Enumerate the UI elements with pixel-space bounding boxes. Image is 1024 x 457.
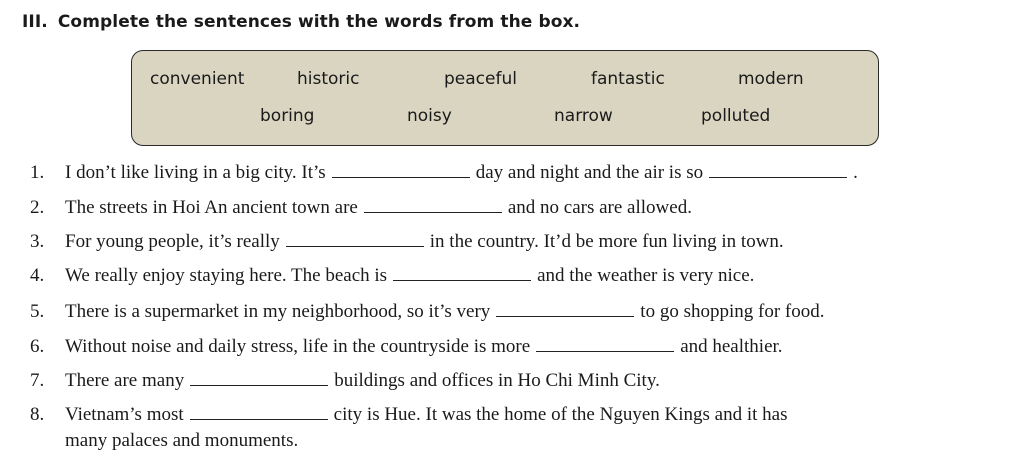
answer-blank[interactable] bbox=[286, 245, 424, 247]
sentence-3 bbox=[30, 231, 784, 253]
sentence-text-a: For young people, it’s really bbox=[65, 231, 280, 252]
word-polluted: polluted bbox=[701, 106, 771, 126]
answer-blank[interactable] bbox=[536, 350, 674, 352]
sentence-text-b: to go shopping for food. bbox=[640, 301, 825, 322]
exercise-instruction: Complete the sentences with the words from the box. bbox=[57, 12, 581, 32]
sentence-text-b: buildings and offices in Ho Chi Minh City. bbox=[334, 370, 660, 391]
word-fantastic: fantastic bbox=[591, 69, 665, 89]
sentence-text-a: Without noise and daily stress, life in the countryside is more bbox=[65, 336, 531, 357]
sentence-text-a: There are many bbox=[65, 370, 185, 391]
sentence-text-b: day and night and the air is so bbox=[475, 162, 704, 183]
answer-blank[interactable] bbox=[496, 315, 634, 317]
answer-blank[interactable] bbox=[190, 418, 328, 420]
word-narrow: narrow bbox=[554, 106, 613, 126]
sentence-8 bbox=[30, 404, 788, 451]
word-convenient: convenient bbox=[150, 69, 245, 89]
sentence-text-b: and the weather is very nice. bbox=[537, 265, 755, 286]
sentence-text-a: Vietnam’s most bbox=[65, 404, 184, 425]
sentence-number: 2. bbox=[30, 197, 45, 218]
sentence-text-continued: many palaces and monuments. bbox=[65, 430, 299, 451]
sentence-text-b: in the country. It’d be more fun living in town. bbox=[429, 231, 784, 252]
sentence-text-a: There is a supermarket in my neighborhood, so it’s very bbox=[65, 301, 491, 322]
exercise-number: III. bbox=[22, 12, 48, 32]
answer-blank[interactable] bbox=[364, 211, 502, 213]
sentence-text-a: I don’t like living in a big city. It’s bbox=[65, 162, 326, 183]
word-peaceful: peaceful bbox=[444, 69, 517, 89]
word-boring: boring bbox=[260, 106, 315, 126]
sentence-number: 1. bbox=[30, 162, 45, 183]
sentence-6 bbox=[30, 336, 783, 358]
word-modern: modern bbox=[738, 69, 804, 89]
sentence-4 bbox=[30, 265, 754, 287]
sentence-1 bbox=[30, 162, 858, 184]
sentence-text-b: city is Hue. It was the home of the Nguyen Kings and it has bbox=[333, 404, 788, 425]
sentence-2 bbox=[30, 197, 692, 219]
sentence-text-c: . bbox=[853, 162, 858, 183]
sentence-7 bbox=[30, 370, 660, 392]
sentence-text-a: The streets in Hoi An ancient town are bbox=[65, 197, 358, 218]
sentence-text-a: We really enjoy staying here. The beach is bbox=[65, 265, 388, 286]
answer-blank[interactable] bbox=[190, 384, 328, 386]
answer-blank[interactable] bbox=[393, 279, 531, 281]
sentence-number: 3. bbox=[30, 231, 45, 252]
answer-blank[interactable] bbox=[709, 176, 847, 178]
sentence-number: 6. bbox=[30, 336, 45, 357]
answer-blank[interactable] bbox=[332, 176, 470, 178]
sentence-text-b: and healthier. bbox=[680, 336, 783, 357]
sentence-5 bbox=[30, 301, 824, 323]
sentence-text-b: and no cars are allowed. bbox=[507, 197, 692, 218]
sentence-number: 7. bbox=[30, 370, 45, 391]
sentence-number: 5. bbox=[30, 301, 45, 322]
word-historic: historic bbox=[297, 69, 360, 89]
word-noisy: noisy bbox=[407, 106, 452, 126]
sentence-number: 8. bbox=[30, 404, 45, 425]
sentence-number: 4. bbox=[30, 265, 45, 286]
